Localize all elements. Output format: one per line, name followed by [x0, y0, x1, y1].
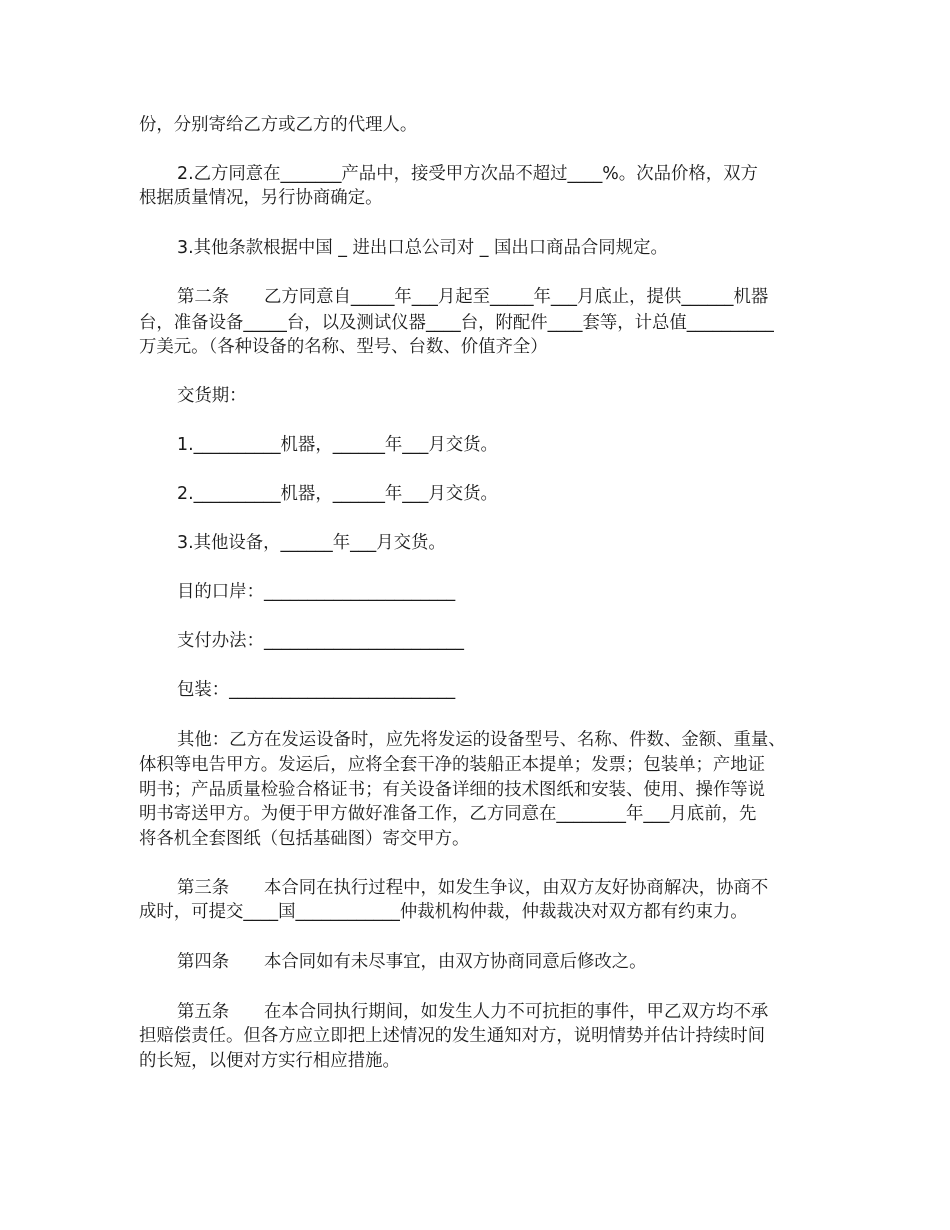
text-line: 根据质量情况，另行协商确定。: [139, 188, 383, 208]
text-line: 目的口岸：______________________: [177, 582, 456, 602]
text-line: 明书；产品质量检验合格证书；有关设备详细的技术图纸和安装、使用、操作等说: [139, 780, 766, 800]
text-line: 份，分别寄给乙方或乙方的代理人。: [139, 115, 418, 135]
text-line: 万美元。（各种设备的名称、型号、台数、价值齐全）: [139, 337, 548, 357]
text-line: 交货期：: [177, 386, 247, 406]
text-line: 1.__________机器，______年___月交货。: [177, 435, 498, 455]
text-line: 台，准备设备_____台，以及测试仪器____台，附配件____套等，计总值__________: [139, 313, 774, 333]
text-line: 第四条 本合同如有未尽事宜，由双方协商同意后修改之。: [177, 952, 647, 972]
text-line: 3.其他设备，______年___月交货。: [177, 533, 446, 553]
text-line: 第二条 乙方同意自_____年___月起至_____年___月底止，提供______机器: [177, 287, 769, 307]
text-line: 第三条 本合同在执行过程中，如发生争议，由双方友好协商解决，协商不: [177, 878, 769, 898]
text-line: 支付办法：_______________________: [177, 631, 464, 651]
text-line: 2.__________机器，______年___月交货。: [177, 484, 498, 504]
text-line: 3.其他条款根据中国 _ 进出口总公司对 _ 国出口商品合同规定。: [177, 238, 668, 258]
text-line: 成时，可提交____国____________仲裁机构仲裁，仲裁裁决对双方都有约束力。: [139, 902, 748, 922]
text-line: 的长短，以便对方实行相应措施。: [139, 1051, 400, 1071]
text-line: 明书寄送甲方。为便于甲方做好准备工作，乙方同意在________年___月底前，先: [139, 804, 757, 824]
text-line: 第五条 在本合同执行期间，如发生人力不可抗拒的事件，甲乙双方均不承: [177, 1002, 769, 1022]
text-line: 其他：乙方在发运设备时，应先将发运的设备型号、名称、件数、金额、重量、: [177, 730, 786, 750]
text-line: 将各机全套图纸（包括基础图）寄交甲方。: [139, 829, 470, 849]
text-line: 担赔偿责任。但各方应立即把上述情况的发生通知对方，说明情势并估计持续时间: [139, 1026, 766, 1046]
text-line: 包装：__________________________: [177, 680, 456, 700]
text-line: 体积等电告甲方。发运后，应将全套干净的装船正本提单；发票；包装单；产地证: [139, 755, 766, 775]
text-line: 2.乙方同意在_______产品中，接受甲方次品不超过____%。次品价格，双方: [177, 164, 758, 184]
